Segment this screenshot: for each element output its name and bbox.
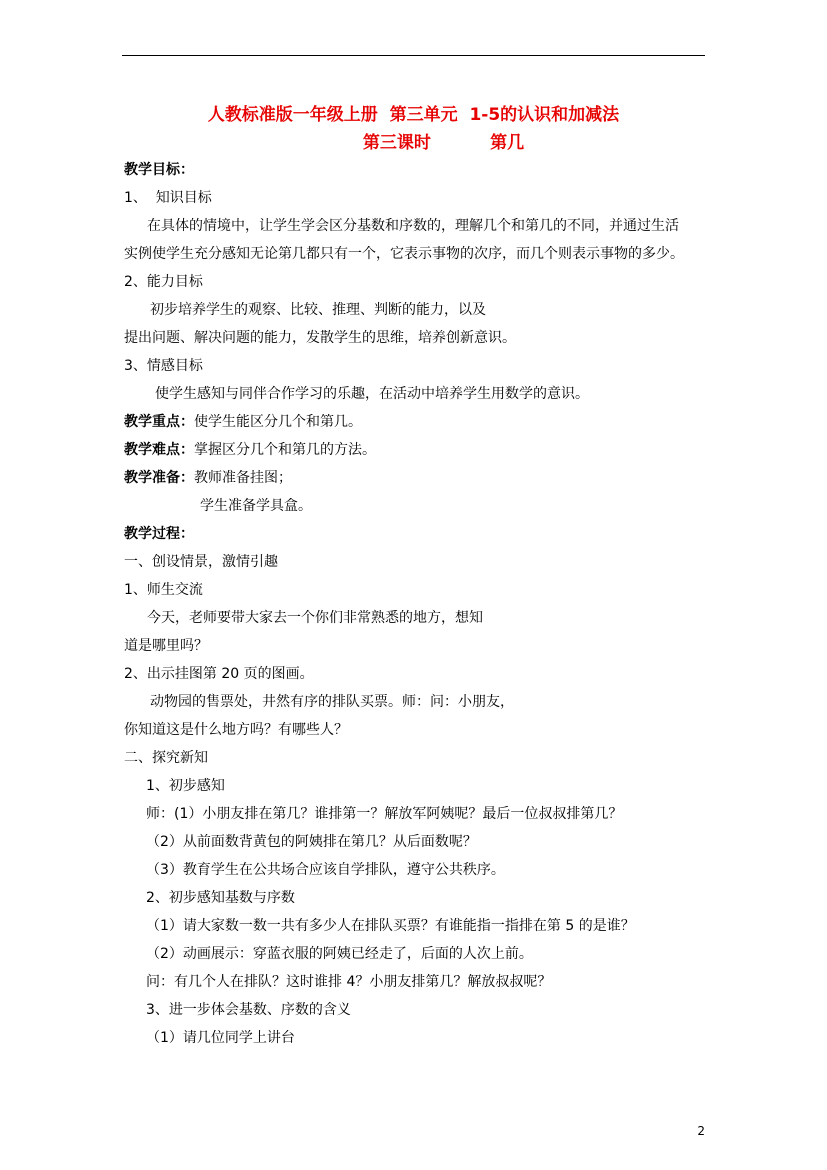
section-2-2-heading: 2、初步感知基数与序数 xyxy=(146,890,295,906)
section-2-2-question-1: （1）请大家数一数一共有多少人在排队买票？有谁能指一指排在第 5 的是谁？ xyxy=(146,918,635,934)
objective-3-heading: 3、情感目标 xyxy=(124,358,203,374)
objective-1-paragraph-line-2: 实例使学生充分感知无论第几都只有一个，它表示事物的次序，而几个则表示事物的多少。 xyxy=(124,246,684,262)
section-2-3-heading: 3、进一步体会基数、序数的含义 xyxy=(146,1002,351,1018)
preparation-text-2: 学生准备学具盒。 xyxy=(200,498,312,514)
page-number: 2 xyxy=(697,1124,705,1138)
section-2-2-question-2: （2）动画展示：穿蓝衣服的阿姨已经走了，后面的人次上前。 xyxy=(146,946,533,962)
objective-2-paragraph-line-1: 初步培养学生的观察、比较、推理、判断的能力，以及 xyxy=(150,302,486,318)
objective-2-paragraph-line-2: 提出问题、解决问题的能力，发散学生的思维，培养创新意识。 xyxy=(124,330,516,346)
process-heading: 教学过程： xyxy=(124,526,194,542)
section-1-2-line-1: 动物园的售票处，井然有序的排队买票。师：问：小朋友， xyxy=(150,694,514,710)
section-1-1-heading: 1、师生交流 xyxy=(124,582,203,598)
objective-1-paragraph-line-1: 在具体的情境中，让学生学会区分基数和序数的，理解几个和第几的不同，并通过生活 xyxy=(147,218,679,234)
difficulty-label: 教学难点： xyxy=(124,442,194,458)
preparation xyxy=(124,468,292,488)
section-1-2-heading: 2、出示挂图第 20 页的图画。 xyxy=(124,666,314,682)
difficulty-text: 掌握区分几个和第几的方法。 xyxy=(194,442,376,458)
difficulty-points xyxy=(124,440,376,460)
key-points-text: 使学生能区分几个和第几。 xyxy=(194,414,362,430)
section-1-heading: 一、创设情景，激情引趣 xyxy=(124,554,278,570)
preparation-label: 教学准备： xyxy=(124,470,194,486)
objective-2-heading: 2、能力目标 xyxy=(124,274,203,290)
document-title: 人教标准版一年级上册 第三单元 1-5的认识和加减法 xyxy=(207,105,620,125)
objectives-heading: 教学目标： xyxy=(124,162,194,178)
section-2-1-question-3: （3）教育学生在公共场合应该自学排队，遵守公共秩序。 xyxy=(146,862,505,878)
section-2-1-heading: 1、初步感知 xyxy=(146,778,225,794)
section-1-1-line-2: 道是哪里吗？ xyxy=(124,638,208,654)
objective-3-paragraph: 使学生感知与同伴合作学习的乐趣，在活动中培养学生用数学的意识。 xyxy=(155,386,589,402)
objective-1-heading: 1、 知识目标 xyxy=(124,190,212,206)
section-2-heading: 二、探究新知 xyxy=(124,750,208,766)
key-points-label: 教学重点： xyxy=(124,414,194,430)
document-subtitle: 第三课时 第几 xyxy=(362,133,525,153)
header-rule xyxy=(122,55,705,56)
section-2-3-question-1: （1）请几位同学上讲台 xyxy=(146,1030,295,1046)
section-2-1-question-1: 师：(1）小朋友排在第几？谁排第一？解放军阿姨呢？最后一位叔叔排第几？ xyxy=(146,806,623,822)
key-points xyxy=(124,412,362,432)
preparation-text-1: 教师准备挂图； xyxy=(194,470,292,486)
section-1-2-line-2: 你知道这是什么地方吗？有哪些人？ xyxy=(124,722,348,738)
section-1-1-line-1: 今天，老师要带大家去一个你们非常熟悉的地方，想知 xyxy=(147,610,483,626)
section-2-2-question-3: 问：有几个人在排队？这时谁排 4？小朋友排第几？解放叔叔呢？ xyxy=(146,974,552,990)
section-2-1-question-2: （2）从前面数背黄包的阿姨排在第几？从后面数呢？ xyxy=(146,834,477,850)
